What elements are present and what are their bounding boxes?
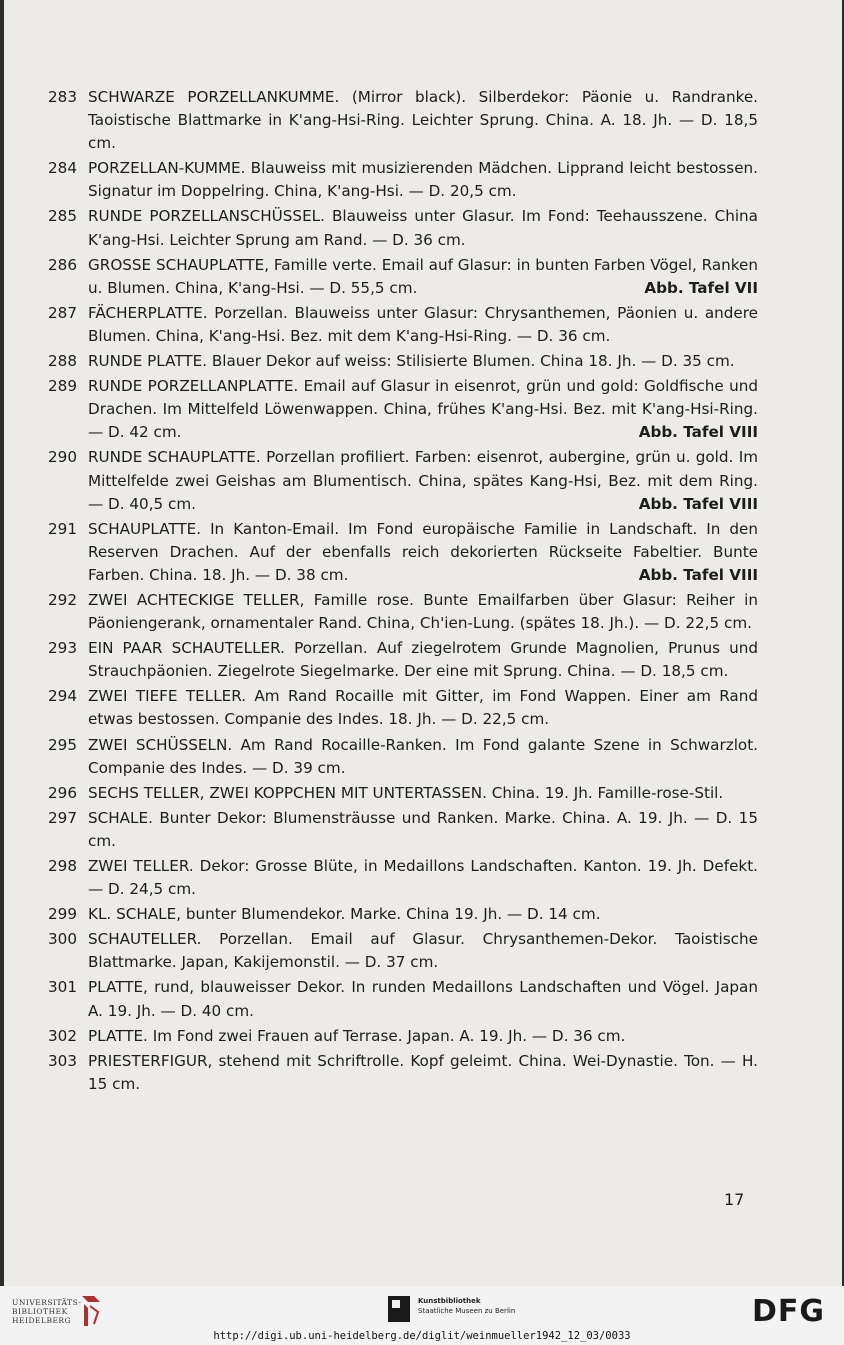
entry-number: 288 [48,352,77,371]
catalog-entry [48,1050,758,1096]
entry-text: EIN PAAR SCHAUTELLER. Porzellan. Auf ziegelrotem Grunde Magnolien, Prunus und Strauchpäonien. Ziegelrote Siegelmarke. Der eine mit Sprung. China. — D. 18,5 cm. [88,639,758,681]
entry-text: PORZELLAN-KUMME. Blauweiss mit musizierenden Mädchen. Lipprand leicht bestossen. Signatur im Doppelring. China, K'ang-Hsi. — D. 20,5 cm. [88,159,758,201]
catalog-entry [48,254,758,300]
entry-text: RUNDE PLATTE. Blauer Dekor auf weiss: Stilisierte Blumen. China 18. Jh. — D. 35 cm. [88,352,735,371]
catalog-entry [48,782,758,805]
entry-text: GROSSE SCHAUPLATTE, Famille verte. Email auf Glasur: in bunten Farben Vögel, Ranken u. Blumen. China, K'ang-Hsi. — D. 55,5 cm. [88,255,758,297]
university-line-3: HEIDELBERG [12,1316,72,1325]
entry-text: PRIESTERFIGUR, stehend mit Schriftrolle. Kopf geleimt. China. Wei-Dynastie. Ton. — H. 15 cm. [88,1051,758,1093]
entry-number: 289 [48,377,77,396]
entry-text: FÄCHERPLATTE. Porzellan. Blauweiss unter Glasur: Chrysanthemen, Päonien u. andere Blumen. China, K'ang-Hsi. Bez. mit dem K'ang-Hsi-Ring. — D. 36 cm. [88,303,758,345]
university-line-2: BIBLIOTHEK [12,1307,68,1316]
catalog-entry [48,350,758,373]
page-number: 17 [724,1190,745,1209]
plate-reference: Abb. Tafel VIII [638,423,758,442]
catalog-entry [48,807,758,853]
university-logo-icon [80,1294,102,1328]
plate-reference: Abb. Tafel VIII [638,565,758,584]
catalog-entry [48,302,758,348]
entry-text: ZWEI TIEFE TELLER. Am Rand Rocaille mit Gitter, im Fond Wappen. Einer am Rand etwas bestossen. Companie des Indes. 18. Jh. — D. 22,5 cm. [88,687,758,729]
catalog-entry [48,518,758,587]
catalog-entry [48,903,758,926]
source-url[interactable]: http://digi.ub.uni-heidelberg.de/diglit/weinmueller1942_12_03/0033 [213,1330,631,1342]
entry-number: 284 [48,159,77,178]
entry-number: 295 [48,735,77,754]
entry-number: 303 [48,1051,77,1070]
library-name: Kunstbibliothek [418,1297,481,1305]
entry-text: SCHWARZE PORZELLANKUMME. (Mirror black). Silberdekor: Päonie u. Randranke. Taoistische Blattmarke in K'ang-Hsi-Ring. Leichter Sprung. China. A. 18. Jh. — D. 18,5 cm. [88,88,758,153]
entry-number: 291 [48,519,77,538]
entry-number: 293 [48,639,77,658]
entry-number: 286 [48,255,77,274]
entry-number: 301 [48,978,77,997]
kunstbibliothek-label [418,1296,515,1316]
catalog-entry [48,734,758,780]
entry-text: SCHAUTELLER. Porzellan. Email auf Glasur. Chrysanthemen-Dekor. Taoistische Blattmarke. Japan, Kakijemonstil. — D. 37 cm. [88,930,758,972]
catalog-entry [48,976,758,1022]
catalog-entries [48,86,758,1098]
catalog-entry [48,375,758,444]
entry-number: 302 [48,1026,77,1045]
catalog-entry [48,637,758,683]
catalog-entry [48,1025,758,1048]
digitization-footer [0,1286,844,1345]
entry-text: ZWEI ACHTECKIGE TELLER, Famille rose. Bunte Emailfarben über Glasur: Reiher in Päoniengerank, ornamentaler Rand. China, Ch'ien-Lung. (spätes 18. Jh.). — D. 22,5 cm. [88,590,758,633]
entry-number: 292 [48,590,77,609]
entry-number: 287 [48,303,77,322]
kunstbibliothek-logo-icon [388,1296,410,1322]
entry-number: 299 [48,905,77,924]
library-subtitle: Staatliche Museen zu Berlin [418,1307,516,1315]
plate-reference: Abb. Tafel VIII [638,494,758,513]
entry-number: 283 [48,88,77,106]
entry-number: 298 [48,857,77,875]
entry-number: 290 [48,448,77,467]
entry-text: SCHALE. Bunter Dekor: Blumensträusse und Ranken. Marke. China. A. 19. Jh. — D. 15 cm. [88,808,758,850]
entry-text: PLATTE. Im Fond zwei Frauen auf Terrase. Japan. A. 19. Jh. — D. 36 cm. [88,1026,626,1045]
catalog-entry [48,205,758,251]
entry-text: PLATTE, rund, blauweisser Dekor. In runden Medaillons Landschaften und Vögel. Japan A. 19. Jh. — D. 40 cm. [88,978,758,1020]
entry-number: 294 [48,687,77,706]
catalog-entry [48,685,758,731]
catalog-entry [48,928,758,974]
university-library-label [12,1298,82,1325]
entry-number: 296 [48,783,77,802]
entry-number: 297 [48,808,77,827]
catalog-entry [48,855,758,901]
dfg-logo: DFG [752,1294,826,1329]
entry-text: KL. SCHALE, bunter Blumendekor. Marke. China 19. Jh. — D. 14 cm. [88,905,601,924]
catalog-entry [48,86,758,155]
entry-text: ZWEI TELLER. Dekor: Grosse Blüte, in Medaillons Landschaften. Kanton. 19. Jh. Defekt. — D. 24,5 cm. [88,857,758,899]
entry-text: RUNDE SCHAUPLATTE. Porzellan profiliert. Farben: eisenrot, aubergine, grün u. gold. Im Mittelfelde zwei Geishas am Blumentisch. China, spätes Kang-Hsi, Bez. mit dem Ring. — D. 40,5 cm. [88,448,758,513]
entry-text: RUNDE PORZELLANPLATTE. Email auf Glasur in eisenrot, grün und gold: Goldfische und Drachen. Im Mittelfeld Löwenwappen. China, frühes K'ang-Hsi. Bez. mit K'ang-Hsi-Ring. — D. 42 cm. [88,377,758,442]
catalog-entry [48,157,758,203]
entry-text: ZWEI SCHÜSSELN. Am Rand Rocaille-Ranken. Im Fond galante Szene in Schwarzlot. Companie des Indes. — D. 39 cm. [88,735,758,777]
entry-text: SECHS TELLER, ZWEI KOPPCHEN MIT UNTERTASSEN. China. 19. Jh. Famille-rose-Stil. [88,783,724,802]
university-line-1: UNIVERSITÄTS- [12,1298,82,1307]
entry-number: 285 [48,207,77,226]
catalog-entry [48,589,758,635]
entry-text: SCHAUPLATTE. In Kanton-Email. Im Fond europäische Familie in Landschaft. In den Reserven Drachen. Auf der ebenfalls reich dekorierten Rückseite Fabeltier. Bunte Farben. China. 18. Jh. — D. 38 cm. [88,519,758,584]
catalog-page [4,0,842,1286]
entry-number: 300 [48,930,77,949]
catalog-entry [48,446,758,515]
plate-reference: Abb. Tafel VII [644,278,758,297]
entry-text: RUNDE PORZELLANSCHÜSSEL. Blauweiss unter Glasur. Im Fond: Teehausszene. China K'ang-Hsi. Leichter Sprung am Rand. — D. 36 cm. [88,207,758,249]
